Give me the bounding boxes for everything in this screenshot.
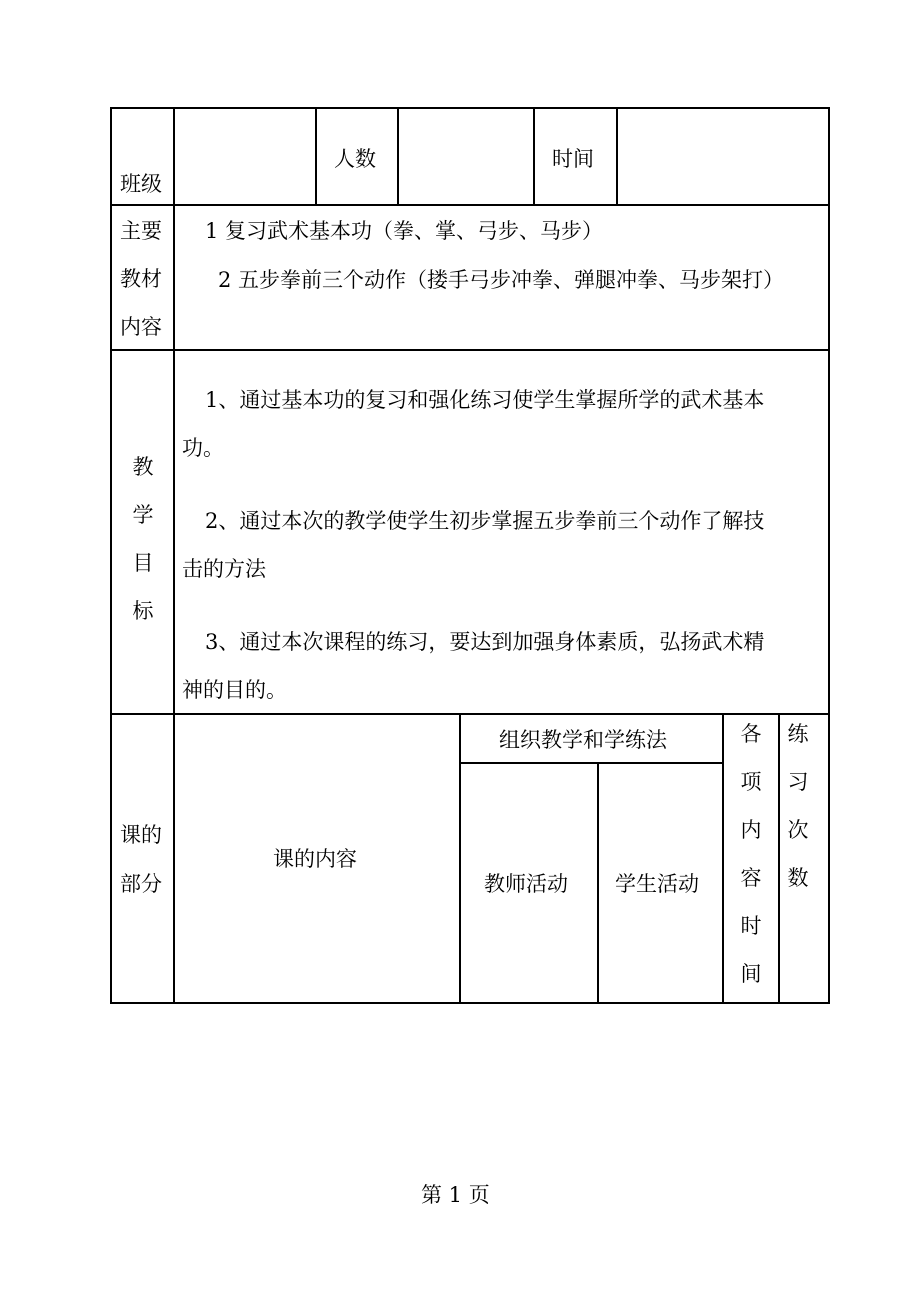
section-label-line: 部分 (120, 872, 162, 896)
objective-line: 1、通过基本功的复习和强化练习使学生掌握所学的武术基本 (205, 388, 765, 412)
teacher-activity-label: 教师活动 (484, 872, 568, 896)
headcount-value-cell[interactable] (402, 112, 530, 200)
content-label-line: 内容 (120, 315, 162, 339)
time-value-cell[interactable] (621, 112, 825, 200)
content-item: 1 复习武术基本功（拳、掌、弓步、马步） (205, 219, 604, 243)
content-label-line: 主要 (120, 219, 162, 243)
lesson-content-label: 课的内容 (273, 847, 357, 871)
class-value-cell[interactable] (178, 112, 312, 200)
table-rule (778, 713, 780, 1004)
table-rule (616, 107, 618, 206)
practice-count-label: 练 习 次 数 (787, 722, 809, 890)
table-rule (828, 107, 830, 1004)
table-rule (459, 762, 723, 764)
class-label: 班级 (120, 172, 162, 196)
content-item: 2 五步拳前三个动作（搂手弓步冲拳、弹腿冲拳、马步架打） (218, 268, 785, 292)
objective-line: 2、通过本次的教学使学生初步掌握五步拳前三个动作了解技 (205, 509, 765, 533)
table-rule (110, 349, 830, 351)
table-rule (397, 107, 399, 206)
table-rule (173, 107, 175, 1004)
section-label-line: 课的 (120, 823, 162, 847)
table-rule (315, 107, 317, 206)
content-label-line: 教材 (120, 267, 162, 291)
objectives-label: 教 学 目 标 (132, 455, 154, 623)
table-rule (110, 107, 112, 1004)
page-number: 第 1 页 (421, 1183, 490, 1207)
table-rule (110, 107, 830, 109)
table-rule (533, 107, 535, 206)
objective-line: 功。 (182, 436, 224, 460)
objective-line: 神的目的。 (182, 678, 287, 702)
item-time-label: 各 项 内 容 时 间 (740, 722, 762, 986)
headcount-label: 人数 (334, 147, 376, 171)
table-rule (722, 713, 724, 1004)
objective-line: 击的方法 (182, 557, 266, 581)
table-rule (597, 762, 599, 1004)
time-label: 时间 (552, 147, 594, 171)
table-rule (459, 713, 461, 1004)
table-rule (110, 204, 830, 206)
student-activity-label: 学生活动 (615, 872, 699, 896)
organization-label: 组织教学和学练法 (499, 728, 667, 752)
objective-line: 3、通过本次课程的练习，要达到加强身体素质，弘扬武术精 (205, 630, 765, 654)
